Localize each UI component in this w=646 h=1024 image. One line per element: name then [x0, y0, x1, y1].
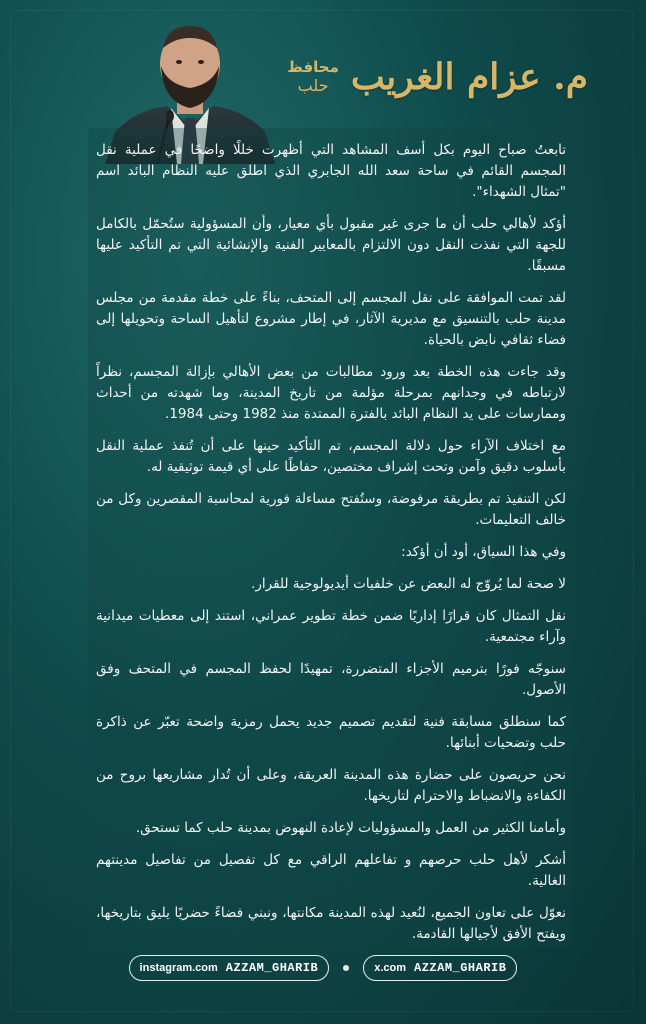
paragraph: نقل التمثال كان قرارًا إداريًا ضمن خطة تطوير عمراني، استند إلى معطيات ميدانية وآراء مجتمعية. [96, 608, 566, 645]
paragraph: نعوّل على تعاون الجميع، لنُعيد لهذه المدينة مكانتها، ونبني فضاءً حضريًا يليق بتاريخها، ويفتح الأفق لأجيالها القادمة. [96, 905, 566, 942]
paragraph: أشكر لأهل حلب حرصهم و تفاعلهم الراقي مع كل تفصيل من تفاصيل مدينتهم الغالية. [96, 852, 566, 889]
paragraph: لكن التنفيذ تم بطريقة مرفوضة، وستُفتح مساءلة فورية لمحاسبة المقصرين وكل من خالف التعليمات. [96, 491, 566, 528]
governor-name: م. عزام الغريب [350, 56, 588, 98]
paragraph: مع اختلاف الآراء حول دلالة المجسم، تم التأكيد حينها على أن تُنفذ عملية النقل بأسلوب دقيق وآمن وتحت إشراف مختصين، حفاظًا على أي قيمة توثيقية له. [96, 438, 566, 475]
paragraph: لقد تمت الموافقة على نقل المجسم إلى المتحف، بناءً على خطة مقدمة من مجلس مدينة حلب بالتنسيق مع مديرية الآثار، في إطار مشروع لتأهيل الساحة وتحويلها إلى فضاء ثقافي نابض بالحياة. [96, 290, 566, 348]
separator-dot [343, 965, 349, 971]
governor-role [287, 58, 339, 95]
paragraph: نحن حريصون على حضارة هذه المدينة العريقة، وعلى أن تُدار مشاريعها بروح من الكفاءة والانضباط والاحترام لتاريخها. [96, 767, 566, 804]
paragraph: لا صحة لما يُروّج له البعض عن خلفيات أيديولوجية للقرار. [251, 576, 566, 592]
title-block [268, 42, 588, 112]
role-city: حلب [297, 76, 329, 96]
role-title: محافظ [287, 58, 339, 77]
paragraph: وقد جاءت هذه الخطة بعد ورود مطالبات من بعض الأهالي بإزالة المجسم، نظراً لارتباطه في وجدانهم بمرحلة مؤلمة من تاريخ المدينة، وما شهدته من أحداث وممارسات على يد النظام البائد بالفترة الممتدة منذ 1982 وحتى 1984. [96, 364, 566, 422]
instagram-domain: instagram.com [139, 962, 218, 974]
x-domain: x.com [374, 962, 407, 974]
paragraph: تابعتُ صباح اليوم بكل أسف المشاهد التي أظهرت خللًا واضحًا في عملية نقل المجسم القائم في ساحة سعد الله الجابري الذي اطلق عليه النظام البائد اسم "تمثال الشهداء". [96, 142, 566, 200]
social-footer [0, 953, 646, 983]
paragraph: سنوجّه فورًا بترميم الأجزاء المتضررة، تمهيدًا لحفظ المجسم في المتحف وفق الأصول. [96, 661, 566, 698]
statement-body [96, 140, 566, 942]
instagram-handle: AZZAM_GHARIB [225, 961, 319, 975]
paragraph: كما سنطلق مسابقة فنية لتقديم تصميم جديد يحمل رمزية واضحة تعبّر عن ذاكرة حلب وتضحيات أبنائها. [96, 714, 566, 751]
paragraph: وأمامنا الكثير من العمل والمسؤوليات لإعادة النهوض بمدينة حلب كما تستحق. [135, 820, 566, 836]
paragraph: أؤكد لأهالي حلب أن ما جرى غير مقبول بأي معيار، وأن المسؤولية ستُحمّل بالكامل للجهة التي نفذت النقل دون الالتزام بالمعايير الفنية والإنشائية التي تم التأكيد عليها مسبقًا. [96, 216, 566, 274]
paragraph: وفي هذا السياق، أود أن أؤكد: [401, 544, 566, 560]
x-link[interactable] [363, 955, 517, 981]
x-handle: AZZAM_GHARIB [414, 961, 507, 975]
instagram-link[interactable] [129, 955, 330, 981]
